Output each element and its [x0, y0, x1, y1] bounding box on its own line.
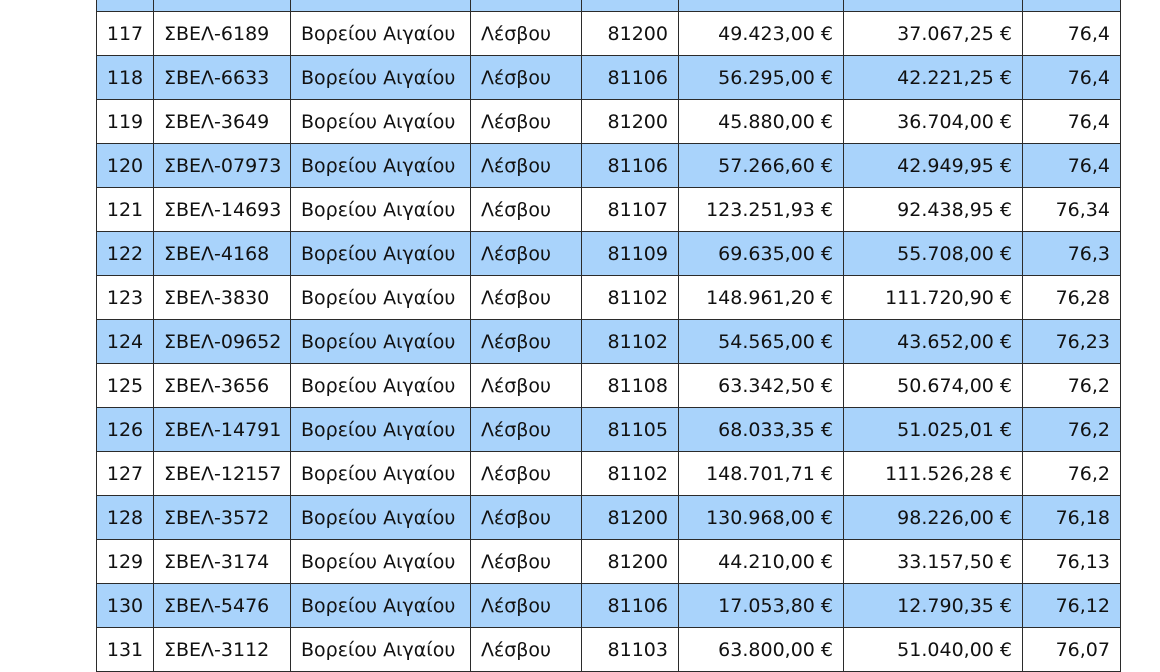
cell-region: Βορείου Αιγαίου	[291, 408, 471, 452]
cell-prefecture: Λέσβου	[471, 56, 582, 100]
cell-budget	[679, 0, 844, 12]
cell-budget: 57.266,60 €	[679, 144, 844, 188]
cell-postcode: 81102	[582, 276, 679, 320]
cell-score: 76,4	[1023, 144, 1121, 188]
table-row	[97, 232, 1121, 276]
cell-region: Βορείου Αιγαίου	[291, 232, 471, 276]
cell-region: Βορείου Αιγαίου	[291, 276, 471, 320]
cell-region: Βορείου Αιγαίου	[291, 452, 471, 496]
cell-row-number: 123	[97, 276, 154, 320]
cell-postcode: 81106	[582, 584, 679, 628]
cell-prefecture: Λέσβου	[471, 628, 582, 672]
cell-score: 76,12	[1023, 584, 1121, 628]
cell-prefecture: Λέσβου	[471, 408, 582, 452]
cell-application-code	[154, 0, 291, 12]
cell-score: 76,2	[1023, 364, 1121, 408]
cell-postcode: 81106	[582, 144, 679, 188]
table-row	[97, 452, 1121, 496]
cell-row-number: 130	[97, 584, 154, 628]
cell-region: Βορείου Αιγαίου	[291, 364, 471, 408]
cell-budget: 56.295,00 €	[679, 56, 844, 100]
cell-score: 76,4	[1023, 56, 1121, 100]
cell-region: Βορείου Αιγαίου	[291, 496, 471, 540]
cell-postcode: 81105	[582, 408, 679, 452]
cell-grant: 51.040,00 €	[844, 628, 1023, 672]
cell-row-number: 125	[97, 364, 154, 408]
cell-application-code: ΣΒΕΛ-3656	[154, 364, 291, 408]
cell-region: Βορείου Αιγαίου	[291, 540, 471, 584]
cell-application-code: ΣΒΕΛ-3112	[154, 628, 291, 672]
table-row	[97, 144, 1121, 188]
cell-row-number: 126	[97, 408, 154, 452]
cell-row-number: 124	[97, 320, 154, 364]
table-row	[97, 12, 1121, 56]
cell-prefecture: Λέσβου	[471, 100, 582, 144]
cell-row-number: 127	[97, 452, 154, 496]
cell-budget: 69.635,00 €	[679, 232, 844, 276]
cell-budget: 45.880,00 €	[679, 100, 844, 144]
cell-region: Βορείου Αιγαίου	[291, 188, 471, 232]
table-row	[97, 628, 1121, 672]
cell-prefecture	[471, 0, 582, 12]
cell-grant	[844, 0, 1023, 12]
cell-application-code: ΣΒΕΛ-4168	[154, 232, 291, 276]
cell-row-number	[97, 0, 154, 12]
table-row	[97, 188, 1121, 232]
cell-prefecture: Λέσβου	[471, 540, 582, 584]
cell-postcode: 81200	[582, 496, 679, 540]
cell-postcode: 81106	[582, 56, 679, 100]
cell-grant: 111.720,90 €	[844, 276, 1023, 320]
cell-prefecture: Λέσβου	[471, 12, 582, 56]
cell-budget: 123.251,93 €	[679, 188, 844, 232]
cell-budget: 63.800,00 €	[679, 628, 844, 672]
cell-budget: 148.701,71 €	[679, 452, 844, 496]
cell-grant: 111.526,28 €	[844, 452, 1023, 496]
table-row	[97, 540, 1121, 584]
cell-postcode: 81108	[582, 364, 679, 408]
table-row	[97, 100, 1121, 144]
cell-row-number: 129	[97, 540, 154, 584]
cell-budget: 17.053,80 €	[679, 584, 844, 628]
cell-application-code: ΣΒΕΛ-07973	[154, 144, 291, 188]
table-row	[97, 584, 1121, 628]
cell-budget: 68.033,35 €	[679, 408, 844, 452]
cell-score: 76,4	[1023, 12, 1121, 56]
cell-postcode: 81200	[582, 540, 679, 584]
table-row	[97, 320, 1121, 364]
cell-grant: 12.790,35 €	[844, 584, 1023, 628]
table-row	[97, 496, 1121, 540]
cell-region: Βορείου Αιγαίου	[291, 628, 471, 672]
cell-postcode: 81109	[582, 232, 679, 276]
cell-application-code: ΣΒΕΛ-3572	[154, 496, 291, 540]
cell-prefecture: Λέσβου	[471, 188, 582, 232]
cell-prefecture: Λέσβου	[471, 320, 582, 364]
cell-row-number: 120	[97, 144, 154, 188]
cell-application-code: ΣΒΕΛ-09652	[154, 320, 291, 364]
cell-prefecture: Λέσβου	[471, 144, 582, 188]
cell-budget: 63.342,50 €	[679, 364, 844, 408]
cell-postcode: 81103	[582, 628, 679, 672]
cell-region: Βορείου Αιγαίου	[291, 56, 471, 100]
table-row	[97, 276, 1121, 320]
cell-budget: 54.565,00 €	[679, 320, 844, 364]
cell-row-number: 121	[97, 188, 154, 232]
cell-grant: 33.157,50 €	[844, 540, 1023, 584]
cell-postcode	[582, 0, 679, 12]
cell-grant: 43.652,00 €	[844, 320, 1023, 364]
cell-application-code: ΣΒΕΛ-6189	[154, 12, 291, 56]
cell-application-code: ΣΒΕΛ-6633	[154, 56, 291, 100]
cell-score: 76,34	[1023, 188, 1121, 232]
cell-score	[1023, 0, 1121, 12]
cell-region: Βορείου Αιγαίου	[291, 584, 471, 628]
table-row	[97, 0, 1121, 12]
cell-prefecture: Λέσβου	[471, 232, 582, 276]
cell-prefecture: Λέσβου	[471, 276, 582, 320]
cell-region: Βορείου Αιγαίου	[291, 144, 471, 188]
cell-row-number: 118	[97, 56, 154, 100]
cell-application-code: ΣΒΕΛ-5476	[154, 584, 291, 628]
cell-score: 76,28	[1023, 276, 1121, 320]
beneficiaries-table	[96, 0, 1121, 672]
cell-budget: 148.961,20 €	[679, 276, 844, 320]
table-body	[97, 0, 1121, 672]
cell-grant: 51.025,01 €	[844, 408, 1023, 452]
cell-grant: 36.704,00 €	[844, 100, 1023, 144]
cell-prefecture: Λέσβου	[471, 452, 582, 496]
cell-prefecture: Λέσβου	[471, 496, 582, 540]
cell-score: 76,23	[1023, 320, 1121, 364]
table-row	[97, 364, 1121, 408]
cell-grant: 37.067,25 €	[844, 12, 1023, 56]
table-row	[97, 56, 1121, 100]
cell-region: Βορείου Αιγαίου	[291, 100, 471, 144]
cell-prefecture: Λέσβου	[471, 364, 582, 408]
cell-score: 76,4	[1023, 100, 1121, 144]
cell-postcode: 81200	[582, 100, 679, 144]
cell-postcode: 81102	[582, 320, 679, 364]
cell-postcode: 81107	[582, 188, 679, 232]
cell-application-code: ΣΒΕΛ-14791	[154, 408, 291, 452]
cell-row-number: 131	[97, 628, 154, 672]
cell-score: 76,3	[1023, 232, 1121, 276]
cell-region: Βορείου Αιγαίου	[291, 12, 471, 56]
cell-score: 76,13	[1023, 540, 1121, 584]
cell-grant: 55.708,00 €	[844, 232, 1023, 276]
cell-row-number: 117	[97, 12, 154, 56]
cell-grant: 42.949,95 €	[844, 144, 1023, 188]
cell-budget: 44.210,00 €	[679, 540, 844, 584]
cell-row-number: 119	[97, 100, 154, 144]
cell-score: 76,2	[1023, 408, 1121, 452]
cell-region: Βορείου Αιγαίου	[291, 320, 471, 364]
cell-application-code: ΣΒΕΛ-3830	[154, 276, 291, 320]
cell-postcode: 81200	[582, 12, 679, 56]
cell-region	[291, 0, 471, 12]
cell-score: 76,2	[1023, 452, 1121, 496]
cell-postcode: 81102	[582, 452, 679, 496]
table-row	[97, 408, 1121, 452]
cell-grant: 42.221,25 €	[844, 56, 1023, 100]
cell-budget: 49.423,00 €	[679, 12, 844, 56]
cell-prefecture: Λέσβου	[471, 584, 582, 628]
cell-score: 76,07	[1023, 628, 1121, 672]
cell-row-number: 128	[97, 496, 154, 540]
cell-application-code: ΣΒΕΛ-3649	[154, 100, 291, 144]
cell-application-code: ΣΒΕΛ-14693	[154, 188, 291, 232]
cell-application-code: ΣΒΕΛ-12157	[154, 452, 291, 496]
cell-score: 76,18	[1023, 496, 1121, 540]
document-table-wrapper	[96, 0, 1120, 672]
cell-application-code: ΣΒΕΛ-3174	[154, 540, 291, 584]
cell-grant: 92.438,95 €	[844, 188, 1023, 232]
cell-grant: 98.226,00 €	[844, 496, 1023, 540]
cell-row-number: 122	[97, 232, 154, 276]
cell-grant: 50.674,00 €	[844, 364, 1023, 408]
cell-budget: 130.968,00 €	[679, 496, 844, 540]
